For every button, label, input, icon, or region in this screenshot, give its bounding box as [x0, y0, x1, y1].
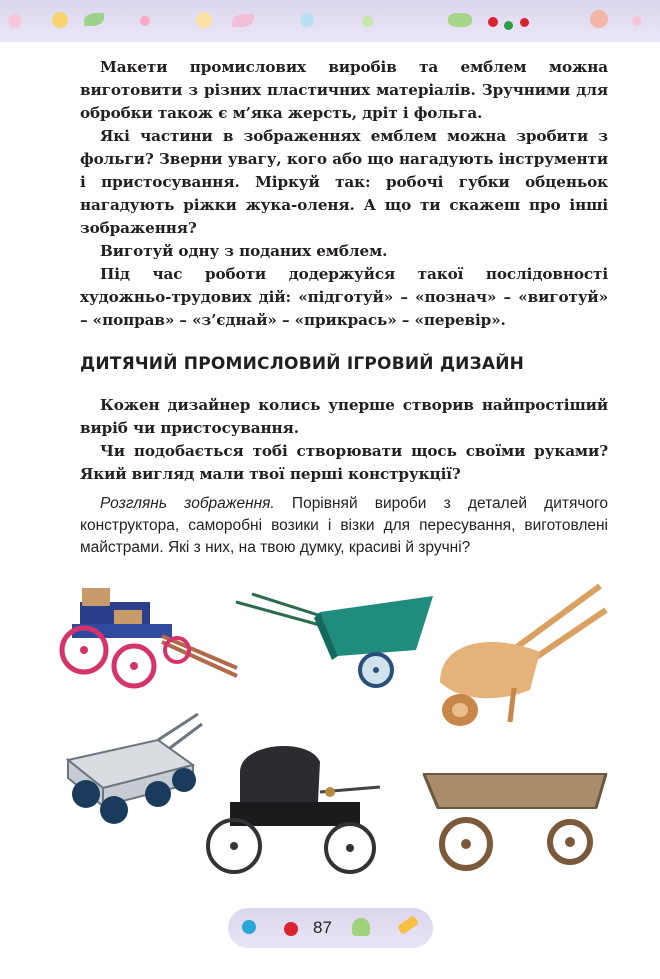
- dot-decoration-icon: [362, 16, 373, 27]
- intro-text: [80, 56, 608, 332]
- star-decoration-icon: [590, 10, 608, 28]
- top-decorative-band: [0, 0, 660, 42]
- section-heading: ДИТЯЧИЙ ПРОМИСЛОВИЙ ІГРОВИЙ ДИЗАЙН: [80, 354, 525, 374]
- flower-decoration-icon: [242, 920, 256, 934]
- dot-decoration-icon: [632, 16, 642, 26]
- bell-decoration-icon: [352, 918, 370, 936]
- wooden-wheelbarrow-image: [430, 582, 610, 732]
- paragraph: Макети промислових виробів та емблем можна виготовити з різних пластичних матеріалів. Зручними для обробки також є м’яка жерсть, дріт і фольга.: [80, 58, 608, 122]
- berry-decoration-icon: [504, 21, 513, 30]
- bow-decoration-icon: [448, 13, 472, 27]
- page-number: 87: [313, 918, 332, 937]
- task-lead: Розглянь зображення.: [100, 495, 275, 512]
- flower-decoration-icon: [52, 12, 68, 28]
- star-decoration-icon: [300, 13, 314, 27]
- berry-decoration-icon: [488, 17, 498, 27]
- green-wheelbarrow-image: [228, 590, 443, 690]
- black-carriage-image: [200, 732, 400, 882]
- berry-decoration-icon: [520, 18, 529, 27]
- wooden-wagon-image: [420, 760, 610, 880]
- paragraph: Які частини в зображеннях емблем можна зробити з фольги? Зверни увагу, кого або що нагадують інструменти і пристосування. Міркуй так: робочі губки обценьок нагадують ріжки жука-оленя. А що ти скажеш про інші зображення?: [80, 127, 608, 237]
- pencil-decoration-icon: [397, 915, 419, 935]
- red-cart-image: [52, 580, 242, 695]
- section-text: [80, 394, 608, 486]
- paragraph: Під час роботи додержуйся такої послідовності художньо-трудових дій: «підготуй» – «познач» – «виготуй» – «поправ» – «з’єднай» – «прикрась» – «перевір».: [80, 265, 608, 329]
- task-body: Порівняй вироби з деталей дитячого конструктора, саморобні возики і візки для пересування, виготовлені майстрами. Які з них, на твою думку, красиві й зручні?: [80, 495, 608, 556]
- paragraph: Чи подобається тобі створювати щось своїми руками? Який вигляд мали твої перші конструкції?: [80, 442, 608, 483]
- paragraph: Кожен дизайнер колись уперше створив найпростіший виріб чи пристосування.: [80, 396, 608, 437]
- construction-kit-cart-image: [58, 710, 203, 825]
- star-decoration-icon: [8, 14, 22, 28]
- berry-decoration-icon: [284, 922, 298, 936]
- leaf-decoration-icon: [232, 14, 254, 27]
- dot-decoration-icon: [140, 16, 150, 26]
- task-text: [80, 493, 608, 559]
- paragraph: Виготуй одну з поданих емблем.: [100, 242, 388, 260]
- leaf-decoration-icon: [84, 13, 104, 26]
- flower-decoration-icon: [196, 12, 212, 28]
